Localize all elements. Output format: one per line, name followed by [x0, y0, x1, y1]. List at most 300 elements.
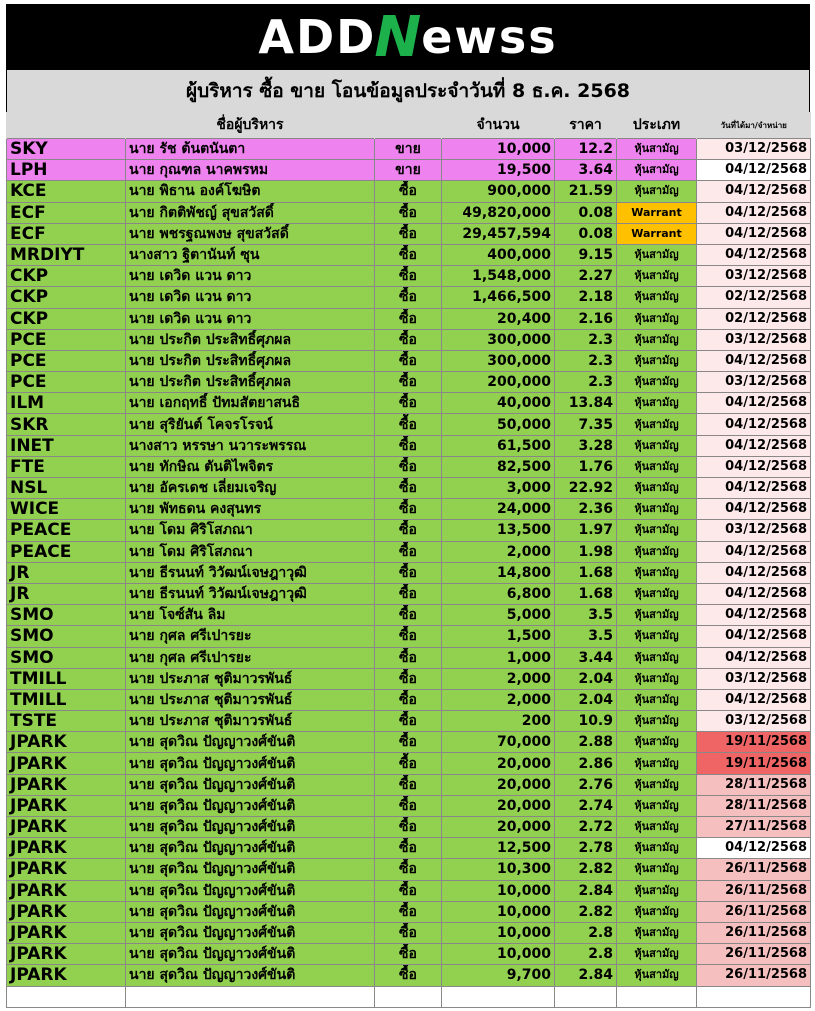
- cell-date: 04/12/2568: [697, 160, 811, 181]
- cell-type: หุ้นสามัญ: [617, 541, 697, 562]
- table-row: [7, 965, 811, 986]
- cell-volume: 5,000: [442, 605, 555, 626]
- cell-price: 13.84: [555, 393, 617, 414]
- cell-action: ซื้อ: [375, 753, 442, 774]
- cell-volume: 2,000: [442, 541, 555, 562]
- cell-volume: 20,000: [442, 774, 555, 795]
- cell-date: 26/11/2568: [697, 965, 811, 986]
- cell-type: หุ้นสามัญ: [617, 774, 697, 795]
- cell-action: ซื้อ: [375, 965, 442, 986]
- col-symbol: [7, 112, 126, 139]
- cell-date: 03/12/2568: [697, 711, 811, 732]
- table-row: [7, 160, 811, 181]
- empty-cell: [555, 986, 617, 1007]
- col-price: ราคา: [555, 112, 617, 139]
- cell-volume: 10,000: [442, 901, 555, 922]
- cell-action: ซื้อ: [375, 202, 442, 223]
- cell-symbol: FTE: [7, 456, 126, 477]
- cell-date: 04/12/2568: [697, 647, 811, 668]
- cell-volume: 10,300: [442, 859, 555, 880]
- cell-name: นาย รัช ต้นตนันตา: [126, 139, 375, 160]
- table-row: [7, 223, 811, 244]
- cell-date: 02/12/2568: [697, 287, 811, 308]
- cell-price: 2.72: [555, 817, 617, 838]
- cell-type: หุ้นสามัญ: [617, 647, 697, 668]
- cell-action: ซื้อ: [375, 499, 442, 520]
- cell-type: หุ้นสามัญ: [617, 414, 697, 435]
- cell-volume: 70,000: [442, 732, 555, 753]
- cell-action: ซื้อ: [375, 817, 442, 838]
- cell-name: นาย สุดวิณ ปัญญาวงศ์ขันติ: [126, 965, 375, 986]
- table-row: [7, 922, 811, 943]
- cell-price: 2.16: [555, 308, 617, 329]
- table-row: [7, 880, 811, 901]
- cell-action: ซื้อ: [375, 944, 442, 965]
- table-row: [7, 202, 811, 223]
- cell-date: 03/12/2568: [697, 520, 811, 541]
- cell-volume: 1,548,000: [442, 266, 555, 287]
- cell-date: 03/12/2568: [697, 668, 811, 689]
- cell-volume: 61,500: [442, 435, 555, 456]
- cell-name: นาย โจซ์สัน ลิม: [126, 605, 375, 626]
- cell-date: 04/12/2568: [697, 202, 811, 223]
- cell-symbol: JPARK: [7, 753, 126, 774]
- cell-type: หุ้นสามัญ: [617, 139, 697, 160]
- cell-date: 04/12/2568: [697, 244, 811, 265]
- cell-volume: 10,000: [442, 880, 555, 901]
- cell-action: ซื้อ: [375, 647, 442, 668]
- table-row: [7, 329, 811, 350]
- cell-action: ซื้อ: [375, 774, 442, 795]
- cell-volume: 1,466,500: [442, 287, 555, 308]
- cell-symbol: JPARK: [7, 859, 126, 880]
- table-row: [7, 817, 811, 838]
- cell-symbol: ECF: [7, 223, 126, 244]
- cell-symbol: PCE: [7, 329, 126, 350]
- cell-date: 04/12/2568: [697, 435, 811, 456]
- cell-price: 2.84: [555, 965, 617, 986]
- cell-date: 04/12/2568: [697, 478, 811, 499]
- cell-type: หุ้นสามัญ: [617, 329, 697, 350]
- cell-type: หุ้นสามัญ: [617, 901, 697, 922]
- table-row: [7, 774, 811, 795]
- cell-action: ซื้อ: [375, 689, 442, 710]
- cell-type: หุ้นสามัญ: [617, 435, 697, 456]
- cell-symbol: JPARK: [7, 944, 126, 965]
- cell-type: หุ้นสามัญ: [617, 456, 697, 477]
- table-row: [7, 266, 811, 287]
- cell-symbol: NSL: [7, 478, 126, 499]
- empty-cell: [442, 986, 555, 1007]
- cell-action: ขาย: [375, 139, 442, 160]
- cell-volume: 900,000: [442, 181, 555, 202]
- cell-date: 04/12/2568: [697, 393, 811, 414]
- cell-date: 03/12/2568: [697, 372, 811, 393]
- cell-type: หุ้นสามัญ: [617, 753, 697, 774]
- table-row: [7, 689, 811, 710]
- cell-name: นาย สุริยันต์ โคจรโรจน์: [126, 414, 375, 435]
- col-action: [375, 112, 442, 139]
- cell-price: 2.27: [555, 266, 617, 287]
- cell-volume: 200: [442, 711, 555, 732]
- cell-symbol: LPH: [7, 160, 126, 181]
- cell-name: นาย เดวิด แวน ดาว: [126, 287, 375, 308]
- cell-date: 19/11/2568: [697, 732, 811, 753]
- cell-symbol: SKY: [7, 139, 126, 160]
- cell-symbol: JPARK: [7, 880, 126, 901]
- cell-date: 04/12/2568: [697, 223, 811, 244]
- cell-action: ซื้อ: [375, 478, 442, 499]
- cell-price: 2.88: [555, 732, 617, 753]
- cell-volume: 200,000: [442, 372, 555, 393]
- cell-symbol: WICE: [7, 499, 126, 520]
- cell-price: 3.28: [555, 435, 617, 456]
- table-row: [7, 732, 811, 753]
- header-banner: [6, 4, 810, 70]
- cell-symbol: MRDIYT: [7, 244, 126, 265]
- cell-price: 1.68: [555, 583, 617, 604]
- cell-type: หุ้นสามัญ: [617, 965, 697, 986]
- cell-symbol: JPARK: [7, 732, 126, 753]
- table-row-empty: [7, 986, 811, 1007]
- cell-price: 0.08: [555, 202, 617, 223]
- cell-name: นาย สุดวิณ ปัญญาวงศ์ขันติ: [126, 838, 375, 859]
- cell-price: 2.36: [555, 499, 617, 520]
- cell-volume: 300,000: [442, 350, 555, 371]
- cell-type: หุ้นสามัญ: [617, 499, 697, 520]
- cell-date: 04/12/2568: [697, 689, 811, 710]
- cell-type: หุ้นสามัญ: [617, 795, 697, 816]
- cell-name: นาย กุศล ศรีเปารยะ: [126, 647, 375, 668]
- table-row: [7, 562, 811, 583]
- cell-price: 22.92: [555, 478, 617, 499]
- cell-name: นาย ธีรนนท์ วิวัฒน์เจษฎาวุฒิ: [126, 583, 375, 604]
- cell-symbol: ECF: [7, 202, 126, 223]
- empty-cell: [697, 986, 811, 1007]
- table-row: [7, 859, 811, 880]
- table-row: [7, 414, 811, 435]
- cell-type: หุ้นสามัญ: [617, 372, 697, 393]
- brand-logo: [258, 5, 557, 70]
- empty-cell: [7, 986, 126, 1007]
- cell-date: 04/12/2568: [697, 181, 811, 202]
- cell-date: 26/11/2568: [697, 880, 811, 901]
- cell-action: ซื้อ: [375, 435, 442, 456]
- cell-name: นาย อัครเดช เลี่ยมเจริญ: [126, 478, 375, 499]
- table-row: [7, 626, 811, 647]
- cell-price: 2.3: [555, 372, 617, 393]
- cell-price: 7.35: [555, 414, 617, 435]
- cell-symbol: PEACE: [7, 541, 126, 562]
- cell-date: 04/12/2568: [697, 562, 811, 583]
- cell-name: นาย ทักษิณ ตันติไพจิตร: [126, 456, 375, 477]
- cell-volume: 400,000: [442, 244, 555, 265]
- cell-date: 03/12/2568: [697, 329, 811, 350]
- cell-action: ซื้อ: [375, 901, 442, 922]
- table-row: [7, 605, 811, 626]
- cell-type: หุ้นสามัญ: [617, 838, 697, 859]
- cell-name: นาย สุดวิณ ปัญญาวงศ์ขันติ: [126, 901, 375, 922]
- cell-price: 3.5: [555, 626, 617, 647]
- cell-name: นาย กิตติพัชญ์ สุขสวัสดิ์: [126, 202, 375, 223]
- table-header-row: [7, 112, 811, 139]
- cell-symbol: JR: [7, 562, 126, 583]
- cell-name: นาย สุดวิณ ปัญญาวงศ์ขันติ: [126, 859, 375, 880]
- cell-name: นาย พิธาน องค์โฆษิต: [126, 181, 375, 202]
- cell-price: 2.82: [555, 859, 617, 880]
- cell-symbol: PEACE: [7, 520, 126, 541]
- cell-date: 19/11/2568: [697, 753, 811, 774]
- cell-action: ซื้อ: [375, 308, 442, 329]
- cell-price: 21.59: [555, 181, 617, 202]
- table-row: [7, 647, 811, 668]
- cell-action: ซื้อ: [375, 605, 442, 626]
- cell-type: หุ้นสามัญ: [617, 583, 697, 604]
- cell-name: นาย เดวิด แวน ดาว: [126, 308, 375, 329]
- cell-action: ซื้อ: [375, 393, 442, 414]
- cell-type: หุ้นสามัญ: [617, 605, 697, 626]
- cell-symbol: TMILL: [7, 668, 126, 689]
- cell-price: 2.74: [555, 795, 617, 816]
- cell-action: ซื้อ: [375, 223, 442, 244]
- cell-volume: 20,400: [442, 308, 555, 329]
- cell-date: 04/12/2568: [697, 838, 811, 859]
- cell-price: 2.3: [555, 350, 617, 371]
- cell-action: ซื้อ: [375, 859, 442, 880]
- cell-date: 04/12/2568: [697, 456, 811, 477]
- logo-mark: N: [374, 4, 424, 70]
- cell-type: หุ้นสามัญ: [617, 393, 697, 414]
- cell-type: หุ้นสามัญ: [617, 880, 697, 901]
- cell-type: หุ้นสามัญ: [617, 244, 697, 265]
- cell-action: ซื้อ: [375, 456, 442, 477]
- cell-action: ขาย: [375, 160, 442, 181]
- table-row: [7, 139, 811, 160]
- cell-price: 3.64: [555, 160, 617, 181]
- cell-date: 27/11/2568: [697, 817, 811, 838]
- cell-type: หุ้นสามัญ: [617, 689, 697, 710]
- table-row: [7, 287, 811, 308]
- cell-name: นาย พัทธดน คงสุนทร: [126, 499, 375, 520]
- cell-volume: 10,000: [442, 944, 555, 965]
- cell-date: 26/11/2568: [697, 859, 811, 880]
- table-row: [7, 901, 811, 922]
- cell-date: 02/12/2568: [697, 308, 811, 329]
- cell-price: 2.78: [555, 838, 617, 859]
- cell-type: Warrant: [617, 223, 697, 244]
- cell-action: ซื้อ: [375, 181, 442, 202]
- cell-name: นาย สุดวิณ ปัญญาวงศ์ขันติ: [126, 880, 375, 901]
- cell-volume: 10,000: [442, 922, 555, 943]
- cell-symbol: KCE: [7, 181, 126, 202]
- cell-symbol: SMO: [7, 605, 126, 626]
- cell-type: หุ้นสามัญ: [617, 922, 697, 943]
- cell-symbol: CKP: [7, 308, 126, 329]
- cell-symbol: JPARK: [7, 901, 126, 922]
- cell-volume: 49,820,000: [442, 202, 555, 223]
- cell-action: ซื้อ: [375, 562, 442, 583]
- cell-date: 03/12/2568: [697, 139, 811, 160]
- cell-action: ซื้อ: [375, 922, 442, 943]
- cell-price: 1.68: [555, 562, 617, 583]
- cell-price: 3.5: [555, 605, 617, 626]
- cell-volume: 13,500: [442, 520, 555, 541]
- cell-date: 04/12/2568: [697, 605, 811, 626]
- cell-name: นาย ประภาส ชุติมาวรพันธ์: [126, 689, 375, 710]
- cell-type: หุ้นสามัญ: [617, 181, 697, 202]
- cell-action: ซื้อ: [375, 414, 442, 435]
- cell-volume: 10,000: [442, 139, 555, 160]
- cell-symbol: JPARK: [7, 774, 126, 795]
- cell-date: 04/12/2568: [697, 350, 811, 371]
- cell-name: นาย เดวิด แวน ดาว: [126, 266, 375, 287]
- cell-type: หุ้นสามัญ: [617, 520, 697, 541]
- cell-price: 2.04: [555, 668, 617, 689]
- cell-type: หุ้นสามัญ: [617, 266, 697, 287]
- table-row: [7, 350, 811, 371]
- cell-type: หุ้นสามัญ: [617, 711, 697, 732]
- cell-date: 26/11/2568: [697, 901, 811, 922]
- cell-volume: 300,000: [442, 329, 555, 350]
- cell-symbol: TMILL: [7, 689, 126, 710]
- cell-symbol: JR: [7, 583, 126, 604]
- cell-volume: 50,000: [442, 414, 555, 435]
- cell-action: ซื้อ: [375, 520, 442, 541]
- cell-volume: 20,000: [442, 817, 555, 838]
- col-date: วันที่ได้มา/จำหน่าย: [697, 112, 811, 139]
- cell-action: ซื้อ: [375, 287, 442, 308]
- cell-symbol: JPARK: [7, 965, 126, 986]
- table-row: [7, 711, 811, 732]
- cell-volume: 14,800: [442, 562, 555, 583]
- cell-name: นาย สุดวิณ ปัญญาวงศ์ขันติ: [126, 774, 375, 795]
- cell-volume: 3,000: [442, 478, 555, 499]
- cell-symbol: PCE: [7, 372, 126, 393]
- table-row: [7, 435, 811, 456]
- table-row: [7, 499, 811, 520]
- insider-trades-table: [6, 112, 811, 1008]
- page-title: ผู้บริหาร ซื้อ ขาย โอนข้อมูลประจำวันที่ 8 ธ.ค. 2568: [6, 70, 810, 112]
- cell-date: 04/12/2568: [697, 541, 811, 562]
- cell-volume: 2,000: [442, 689, 555, 710]
- cell-action: ซื้อ: [375, 266, 442, 287]
- cell-action: ซื้อ: [375, 244, 442, 265]
- cell-type: หุ้นสามัญ: [617, 944, 697, 965]
- cell-name: นาย สุดวิณ ปัญญาวงศ์ขันติ: [126, 753, 375, 774]
- cell-type: หุ้นสามัญ: [617, 350, 697, 371]
- cell-type: หุ้นสามัญ: [617, 308, 697, 329]
- cell-type: หุ้นสามัญ: [617, 562, 697, 583]
- cell-name: นางสาว หรรษา นวาระพรรณ: [126, 435, 375, 456]
- cell-name: นาย สุดวิณ ปัญญาวงศ์ขันติ: [126, 732, 375, 753]
- cell-symbol: JPARK: [7, 922, 126, 943]
- cell-symbol: JPARK: [7, 795, 126, 816]
- empty-cell: [375, 986, 442, 1007]
- cell-volume: 40,000: [442, 393, 555, 414]
- cell-price: 2.3: [555, 329, 617, 350]
- cell-type: หุ้นสามัญ: [617, 859, 697, 880]
- cell-name: นาย โดม ศิริโสภณา: [126, 541, 375, 562]
- logo-suffix: ewss: [421, 10, 558, 64]
- table-row: [7, 181, 811, 202]
- cell-type: หุ้นสามัญ: [617, 626, 697, 647]
- cell-name: นาย เอกฤทธิ์ ปัทมสัตยาสนธิ: [126, 393, 375, 414]
- cell-action: ซื้อ: [375, 350, 442, 371]
- cell-type: หุ้นสามัญ: [617, 287, 697, 308]
- empty-cell: [126, 986, 375, 1007]
- cell-date: 26/11/2568: [697, 922, 811, 943]
- cell-action: ซื้อ: [375, 732, 442, 753]
- cell-price: 2.8: [555, 944, 617, 965]
- cell-volume: 20,000: [442, 795, 555, 816]
- cell-date: 28/11/2568: [697, 795, 811, 816]
- table-row: [7, 944, 811, 965]
- table-row: [7, 308, 811, 329]
- cell-action: ซื้อ: [375, 541, 442, 562]
- cell-type: หุ้นสามัญ: [617, 817, 697, 838]
- cell-name: นาย ประภาส ชุติมาวรพันธ์: [126, 711, 375, 732]
- table-row: [7, 753, 811, 774]
- cell-price: 2.84: [555, 880, 617, 901]
- cell-price: 1.98: [555, 541, 617, 562]
- cell-date: 04/12/2568: [697, 499, 811, 520]
- cell-name: นาย กุศล ศรีเปารยะ: [126, 626, 375, 647]
- empty-cell: [617, 986, 697, 1007]
- cell-type: หุ้นสามัญ: [617, 160, 697, 181]
- cell-action: ซื้อ: [375, 838, 442, 859]
- cell-action: ซื้อ: [375, 795, 442, 816]
- table-row: [7, 244, 811, 265]
- cell-price: 1.76: [555, 456, 617, 477]
- cell-price: 2.18: [555, 287, 617, 308]
- cell-name: นาย ประกิต ประสิทธิ์ศุภผล: [126, 372, 375, 393]
- cell-volume: 82,500: [442, 456, 555, 477]
- table-row: [7, 520, 811, 541]
- cell-symbol: JPARK: [7, 817, 126, 838]
- cell-volume: 19,500: [442, 160, 555, 181]
- table-row: [7, 583, 811, 604]
- cell-date: 04/12/2568: [697, 583, 811, 604]
- cell-symbol: TSTE: [7, 711, 126, 732]
- cell-volume: 1,000: [442, 647, 555, 668]
- cell-name: นาย พชรฐณพงษ สุขสวัสดิ์: [126, 223, 375, 244]
- cell-symbol: CKP: [7, 287, 126, 308]
- cell-symbol: JPARK: [7, 838, 126, 859]
- cell-date: 28/11/2568: [697, 774, 811, 795]
- cell-name: นาย โดม ศิริโสภณา: [126, 520, 375, 541]
- cell-date: 03/12/2568: [697, 266, 811, 287]
- cell-name: นางสาว ฐิตานันท์ ซุน: [126, 244, 375, 265]
- col-type: ประเภท: [617, 112, 697, 139]
- cell-price: 2.82: [555, 901, 617, 922]
- cell-price: 1.97: [555, 520, 617, 541]
- cell-volume: 9,700: [442, 965, 555, 986]
- cell-date: 04/12/2568: [697, 414, 811, 435]
- cell-name: นาย ธีรนนท์ วิวัฒน์เจษฎาวุฒิ: [126, 562, 375, 583]
- cell-volume: 6,800: [442, 583, 555, 604]
- cell-name: นาย สุดวิณ ปัญญาวงศ์ขันติ: [126, 817, 375, 838]
- cell-symbol: PCE: [7, 350, 126, 371]
- table-row: [7, 668, 811, 689]
- table-row: [7, 838, 811, 859]
- cell-date: 26/11/2568: [697, 944, 811, 965]
- cell-price: 9.15: [555, 244, 617, 265]
- cell-volume: 29,457,594: [442, 223, 555, 244]
- cell-symbol: ILM: [7, 393, 126, 414]
- cell-name: นาย ประกิต ประสิทธิ์ศุภผล: [126, 329, 375, 350]
- cell-symbol: SMO: [7, 626, 126, 647]
- table-row: [7, 541, 811, 562]
